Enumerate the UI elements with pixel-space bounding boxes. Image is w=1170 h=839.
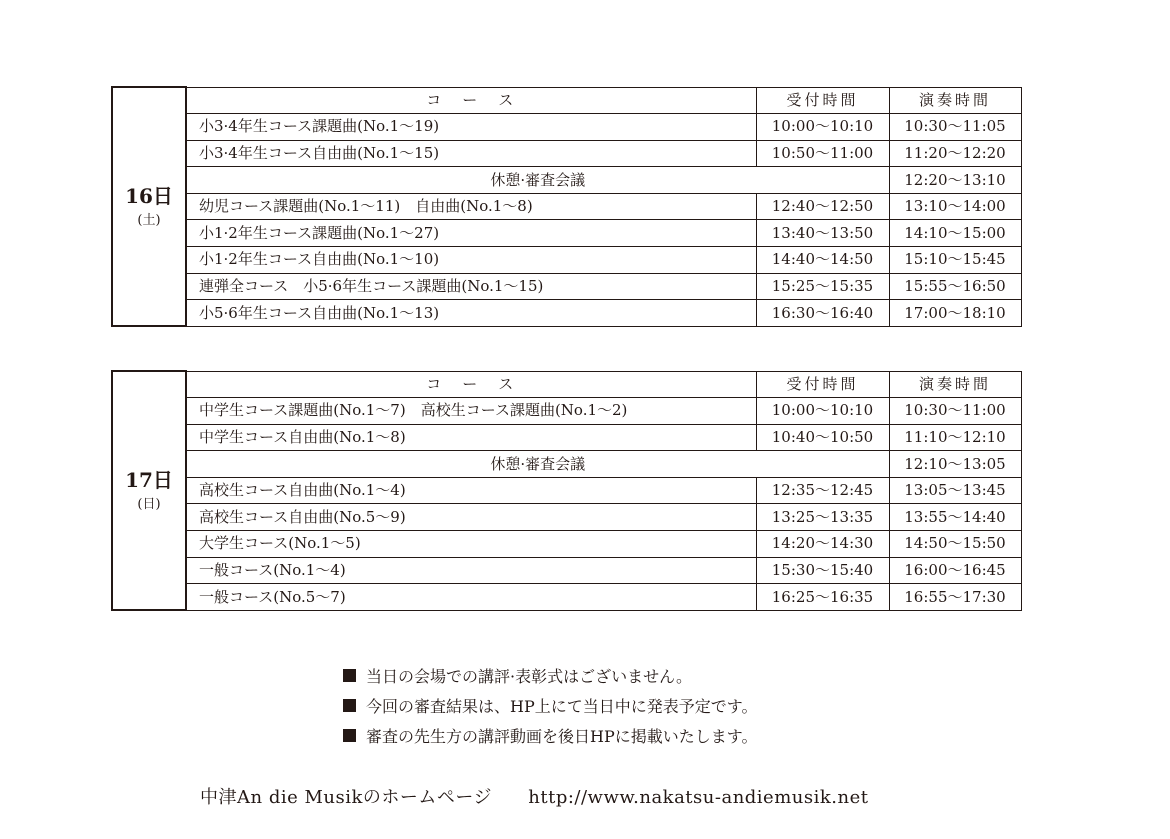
performance-time: 15:55〜16:50 — [889, 273, 1021, 300]
table-row — [112, 220, 1021, 247]
site-name: 中津An die Musikのホームページ — [200, 787, 493, 808]
header-reception: 受付時間 — [756, 371, 889, 398]
table-row — [112, 477, 1021, 504]
table-row — [112, 300, 1021, 327]
table-row — [112, 557, 1021, 584]
reception-time: 10:50〜11:00 — [756, 140, 889, 167]
performance-time: 11:20〜12:20 — [889, 140, 1021, 167]
performance-time: 13:55〜14:40 — [889, 504, 1021, 531]
reception-time: 16:30〜16:40 — [756, 300, 889, 327]
reception-time: 13:40〜13:50 — [756, 220, 889, 247]
day-label: 16日 — [125, 184, 173, 209]
break-label: 休憩·審査会議 — [186, 167, 889, 194]
reception-time: 14:40〜14:50 — [756, 247, 889, 274]
performance-time: 11:10〜12:10 — [889, 424, 1021, 451]
table-row — [112, 424, 1021, 451]
reception-time: 15:25〜15:35 — [756, 273, 889, 300]
notice-text: 当日の会場での講評·表彰式はございません。 — [366, 666, 693, 686]
performance-time: 14:50〜15:50 — [889, 531, 1021, 558]
course-cell: 大学生コース(No.1〜5) — [186, 531, 756, 558]
header-reception: 受付時間 — [756, 87, 889, 114]
reception-time: 14:20〜14:30 — [756, 531, 889, 558]
course-cell: 一般コース(No.5〜7) — [186, 584, 756, 611]
break-row — [112, 451, 1021, 478]
course-cell: 小1·2年生コース自由曲(No.1〜10) — [186, 247, 756, 274]
table-row — [112, 584, 1021, 611]
table-row — [112, 114, 1021, 141]
course-cell: 中学生コース自由曲(No.1〜8) — [186, 424, 756, 451]
course-cell: 小3·4年生コース自由曲(No.1〜15) — [186, 140, 756, 167]
header-row — [112, 87, 1021, 114]
day-cell — [112, 87, 186, 326]
course-cell: 高校生コース自由曲(No.5〜9) — [186, 504, 756, 531]
performance-time: 10:30〜11:05 — [889, 114, 1021, 141]
notice-list — [343, 660, 757, 750]
schedule-table-day16 — [111, 86, 1022, 327]
course-cell: 連弾全コース 小5·6年生コース課題曲(No.1〜15) — [186, 273, 756, 300]
notice-text: 今回の審査結果は、HP上にて当日中に発表予定です。 — [366, 696, 758, 716]
course-cell: 小1·2年生コース課題曲(No.1〜27) — [186, 220, 756, 247]
performance-time: 12:10〜13:05 — [889, 451, 1021, 478]
schedule-table-day17 — [111, 370, 1022, 611]
notice-text: 審査の先生方の講評動画を後日HPに掲載いたします。 — [366, 726, 758, 746]
reception-time: 16:25〜16:35 — [756, 584, 889, 611]
notice-item — [343, 690, 757, 720]
performance-time: 16:00〜16:45 — [889, 557, 1021, 584]
table-row — [112, 273, 1021, 300]
course-cell: 幼児コース課題曲(No.1〜11) 自由曲(No.1〜8) — [186, 193, 756, 220]
day-label: 17日 — [125, 468, 173, 493]
reception-time: 10:00〜10:10 — [756, 114, 889, 141]
square-bullet-icon — [343, 729, 356, 742]
table-row — [112, 398, 1021, 425]
table-row — [112, 531, 1021, 558]
site-url[interactable]: http://www.nakatsu-andiemusik.net — [528, 787, 869, 808]
footer — [200, 783, 868, 809]
performance-time: 12:20〜13:10 — [889, 167, 1021, 194]
course-cell: 小5·6年生コース自由曲(No.1〜13) — [186, 300, 756, 327]
table-row — [112, 247, 1021, 274]
course-cell: 中学生コース課題曲(No.1〜7) 高校生コース課題曲(No.1〜2) — [186, 398, 756, 425]
reception-time: 13:25〜13:35 — [756, 504, 889, 531]
break-label: 休憩·審査会議 — [186, 451, 889, 478]
performance-time: 13:10〜14:00 — [889, 193, 1021, 220]
performance-time: 13:05〜13:45 — [889, 477, 1021, 504]
day-weekday: (日) — [137, 497, 161, 513]
notice-item — [343, 660, 757, 690]
course-cell: 小3·4年生コース課題曲(No.1〜19) — [186, 114, 756, 141]
square-bullet-icon — [343, 669, 356, 682]
header-performance: 演奏時間 — [889, 371, 1021, 398]
course-cell: 一般コース(No.1〜4) — [186, 557, 756, 584]
reception-time: 12:40〜12:50 — [756, 193, 889, 220]
header-performance: 演奏時間 — [889, 87, 1021, 114]
reception-time: 15:30〜15:40 — [756, 557, 889, 584]
day-weekday: (土) — [137, 213, 161, 229]
performance-time: 17:00〜18:10 — [889, 300, 1021, 327]
performance-time: 15:10〜15:45 — [889, 247, 1021, 274]
course-cell: 高校生コース自由曲(No.1〜4) — [186, 477, 756, 504]
header-row — [112, 371, 1021, 398]
performance-time: 10:30〜11:00 — [889, 398, 1021, 425]
table-row — [112, 504, 1021, 531]
table-row — [112, 193, 1021, 220]
reception-time: 10:40〜10:50 — [756, 424, 889, 451]
reception-time: 12:35〜12:45 — [756, 477, 889, 504]
performance-time: 14:10〜15:00 — [889, 220, 1021, 247]
square-bullet-icon — [343, 699, 356, 712]
notice-item — [343, 720, 757, 750]
day-cell — [112, 371, 186, 610]
table-row — [112, 140, 1021, 167]
reception-time: 10:00〜10:10 — [756, 398, 889, 425]
performance-time: 16:55〜17:30 — [889, 584, 1021, 611]
break-row — [112, 167, 1021, 194]
header-course: コ ー ス — [186, 371, 756, 398]
header-course: コ ー ス — [186, 87, 756, 114]
